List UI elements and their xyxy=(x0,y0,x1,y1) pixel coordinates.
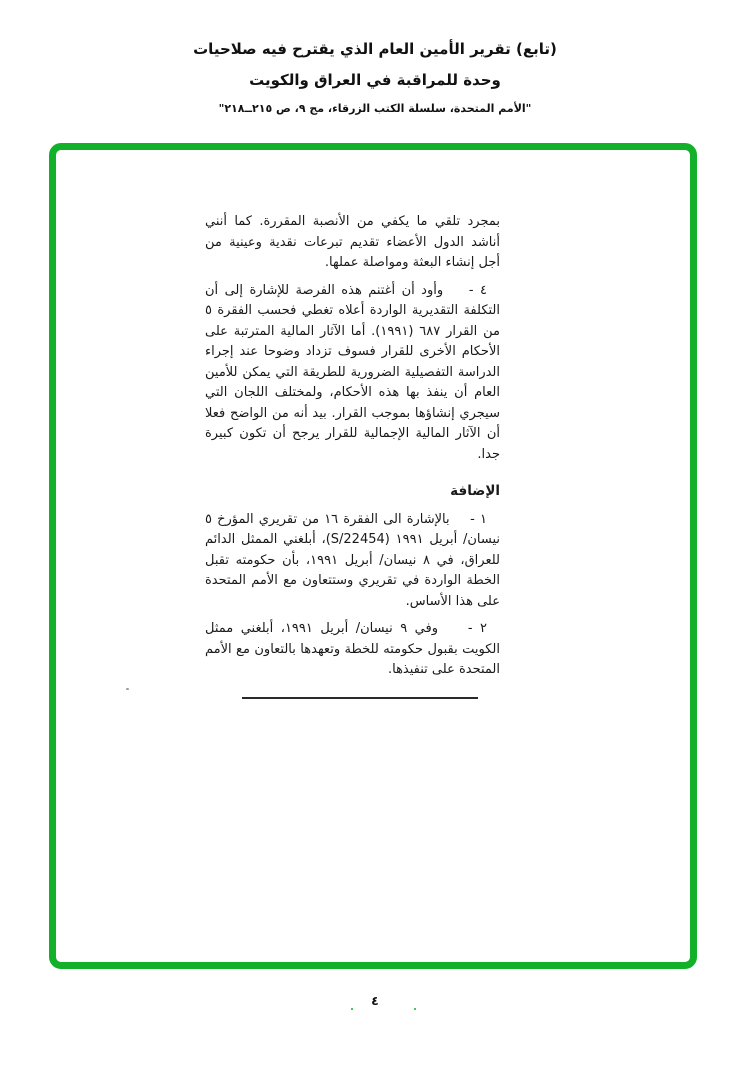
header-source-citation: "الأمم المتحدة، سلسلة الكتب الزرقاء، مج ٩، ص ٢١٥ــ٢١٨" xyxy=(218,102,532,115)
addendum-paragraph-1: ١ - بالإشارة الى الفقرة ١٦ من تقريري المؤرخ ٥ نيسان/ أبريل ١٩٩١ (S/22454)، أبلغني الممثل الدائم للعراق، في ٨ نيسان/ أبريل ١٩٩١، بأن حكومته تقبل الخطة الواردة في تقريري وستتعاون مع الأمم المتحدة على هذا الأساس. xyxy=(205,511,500,609)
paragraph-4: ٤ - وأود أن أغتنم هذه الفرصة للإشارة إلى أن التكلفة التقديرية الواردة أعلاه تغطي فحسب الفقرة ٥ من القرار ٦٨٧ (١٩٩١). أما الآثار المالية المترتبة على الأحكام الأخرى للقرار فسوف تزداد وضوحا عند إجراء الدراسة التفصيلية الضرورية للطريقة التي يمكن للأمين العام أن ينفذ بها هذه الأحكام، ولمختلف اللجان التي سيجري إنشاؤها بموجب القرار. بيد أنه من الواضح فعلا أن الآثار المالية الإجمالية للقرار يرجح أن تكون كبيرة جدا. xyxy=(205,282,500,462)
scan-artifact-green-dot xyxy=(351,1008,353,1010)
addendum-paragraph-2: ٢ - وفي ٩ نيسان/ أبريل ١٩٩١، أبلغني ممثل الكويت بقبول حكومته للخطة وتعهدها بالتعاون مع الأمم المتحدة على تنفيذها. xyxy=(205,621,500,677)
document-header xyxy=(0,40,750,116)
scan-artifact-green-dot xyxy=(414,1008,416,1010)
footnote-divider xyxy=(242,697,478,699)
header-title-line2: وحدة للمراقبة في العراق والكويت xyxy=(249,71,501,89)
header-title-line1: (تابع) تقرير الأمين العام الذي يقترح فيه صلاحيات xyxy=(193,40,557,58)
body-text-column xyxy=(205,212,500,699)
section-heading-addendum: الإضافة xyxy=(450,483,500,499)
paragraph-intro: بمجرد تلقي ما يكفي من الأنصبة المقررة. كما أنني أناشد الدول الأعضاء تقديم تبرعات نقدية وعينية من أجل إنشاء البعثة ومواصلة عملها. xyxy=(205,214,500,270)
scan-artifact-dot xyxy=(126,688,129,690)
page-number: ٤ xyxy=(371,993,379,1008)
